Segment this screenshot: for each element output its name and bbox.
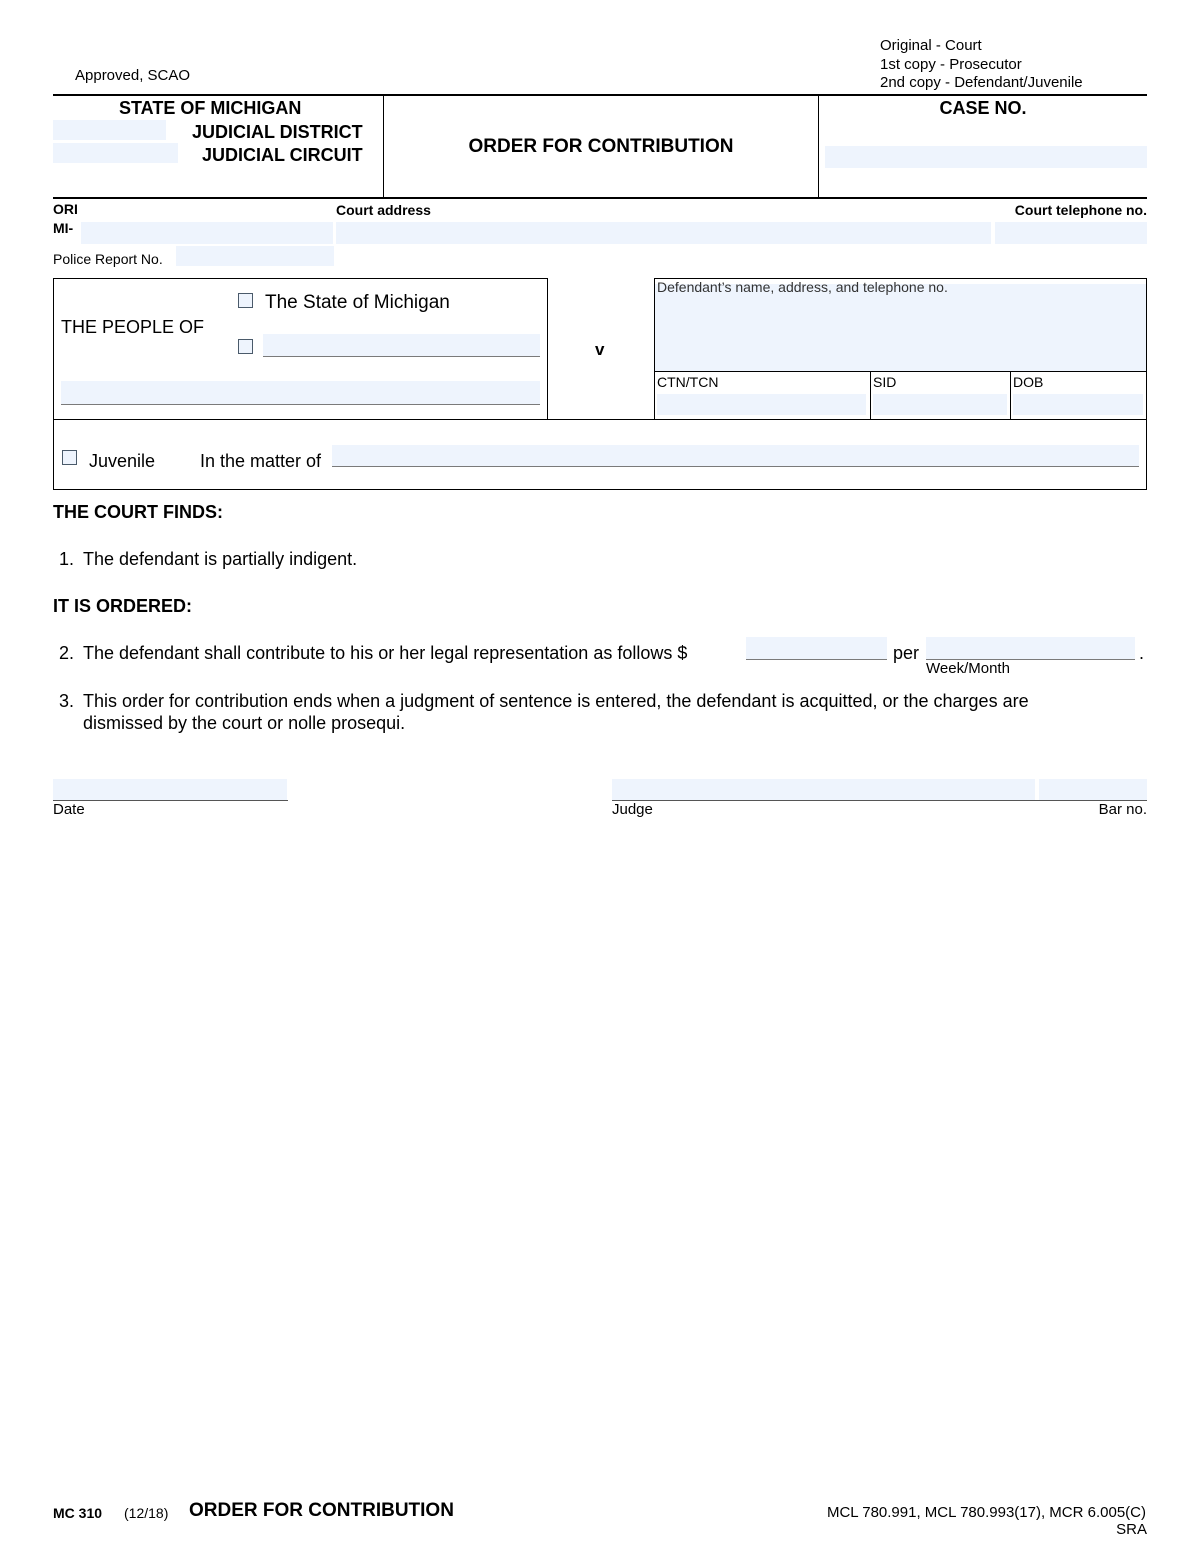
order-2-period: . bbox=[1139, 643, 1145, 663]
bar-no-label: Bar no. bbox=[1098, 801, 1147, 818]
court-phone-field[interactable] bbox=[995, 222, 1147, 244]
finding-1-number: 1. bbox=[59, 549, 75, 569]
copy-distribution bbox=[880, 37, 1083, 93]
ctn-sid-divider bbox=[870, 371, 871, 420]
state-of-michigan-label: The State of Michigan bbox=[265, 292, 450, 313]
police-report-field[interactable] bbox=[176, 246, 334, 266]
date-rule bbox=[53, 800, 288, 801]
other-plaintiff-field[interactable] bbox=[263, 334, 540, 357]
matter-of-label: In the matter of bbox=[200, 451, 322, 471]
people-of-label: THE PEOPLE OF bbox=[61, 317, 205, 337]
circuit-label: JUDICIAL CIRCUIT bbox=[202, 145, 363, 165]
bar-no-field[interactable] bbox=[1039, 779, 1147, 800]
copy-line-second: 2nd copy - Defendant/Juvenile bbox=[880, 74, 1083, 91]
footer-revision: (12/18) bbox=[124, 1505, 169, 1521]
order-3-text bbox=[83, 691, 1147, 734]
per-label: per bbox=[893, 643, 920, 663]
sid-field[interactable] bbox=[873, 394, 1007, 415]
header-bottom-rule bbox=[53, 197, 1147, 199]
court-finds-heading: THE COURT FINDS: bbox=[53, 502, 223, 522]
other-plaintiff-checkbox[interactable] bbox=[238, 339, 253, 354]
ordered-heading: IT IS ORDERED: bbox=[53, 596, 193, 616]
defendant-info-field[interactable] bbox=[655, 284, 1146, 371]
ori-field[interactable] bbox=[81, 222, 333, 244]
dob-field[interactable] bbox=[1013, 394, 1143, 415]
mi-label: MI- bbox=[53, 220, 74, 236]
sid-label: SID bbox=[873, 374, 897, 390]
dob-label: DOB bbox=[1013, 374, 1044, 390]
date-field[interactable] bbox=[53, 779, 287, 800]
plaintiff-extra-field[interactable] bbox=[61, 381, 540, 405]
case-no-label: CASE NO. bbox=[939, 98, 1027, 118]
order-2-number: 2. bbox=[59, 643, 75, 663]
footer-code: SRA bbox=[1116, 1521, 1147, 1538]
police-report-label: Police Report No. bbox=[53, 251, 163, 267]
judge-label: Judge bbox=[612, 801, 653, 818]
date-label: Date bbox=[53, 801, 85, 818]
copy-line-first: 1st copy - Prosecutor bbox=[880, 55, 1022, 73]
order-3-line-2: dismissed by the court or nolle prosequi. bbox=[83, 713, 406, 733]
matter-of-field[interactable] bbox=[332, 445, 1139, 467]
ori-label: ORI bbox=[53, 201, 78, 217]
versus-label: v bbox=[595, 340, 605, 359]
week-month-field[interactable] bbox=[926, 637, 1135, 660]
ctn-field[interactable] bbox=[657, 394, 866, 415]
defendant-id-rule bbox=[654, 371, 1147, 372]
juvenile-label: Juvenile bbox=[89, 451, 156, 471]
ctn-label: CTN/TCN bbox=[657, 374, 719, 390]
order-2-text: The defendant shall contribute to his or her legal representation as follows $ bbox=[83, 643, 688, 663]
header-top-rule bbox=[53, 94, 1147, 96]
court-address-label: Court address bbox=[336, 202, 431, 218]
approved-text: Approved, SCAO bbox=[75, 67, 191, 84]
judge-signature-field[interactable] bbox=[612, 779, 1035, 800]
copy-line-original: Original - Court bbox=[880, 37, 982, 54]
sid-dob-divider bbox=[1010, 371, 1011, 420]
district-number-field[interactable] bbox=[53, 120, 166, 140]
case-no-field[interactable] bbox=[825, 146, 1147, 168]
order-3-line-1: This order for contribution ends when a judgment of sentence is entered, the defendant is acquitted, or the charges are bbox=[83, 691, 1029, 711]
order-3-number: 3. bbox=[59, 691, 75, 711]
circuit-number-field[interactable] bbox=[53, 143, 178, 163]
footer-form-number: MC 310 bbox=[53, 1505, 103, 1521]
district-label: JUDICIAL DISTRICT bbox=[192, 122, 363, 142]
court-phone-label: Court telephone no. bbox=[1014, 202, 1147, 218]
contribution-amount-field[interactable] bbox=[746, 637, 887, 660]
state-of-michigan-checkbox[interactable] bbox=[238, 293, 253, 308]
footer-title: ORDER FOR CONTRIBUTION bbox=[189, 1500, 454, 1521]
juvenile-checkbox[interactable] bbox=[62, 450, 77, 465]
state-heading: STATE OF MICHIGAN bbox=[119, 98, 302, 118]
court-address-field[interactable] bbox=[336, 222, 991, 244]
footer-statutes: MCL 780.991, MCL 780.993(17), MCR 6.005(C) bbox=[826, 1504, 1146, 1521]
week-month-caption: Week/Month bbox=[926, 660, 1010, 677]
form-title: ORDER FOR CONTRIBUTION bbox=[468, 136, 734, 157]
defendant-label: Defendant’s name, address, and telephone no. bbox=[657, 279, 948, 295]
finding-1-text: The defendant is partially indigent. bbox=[83, 549, 358, 569]
